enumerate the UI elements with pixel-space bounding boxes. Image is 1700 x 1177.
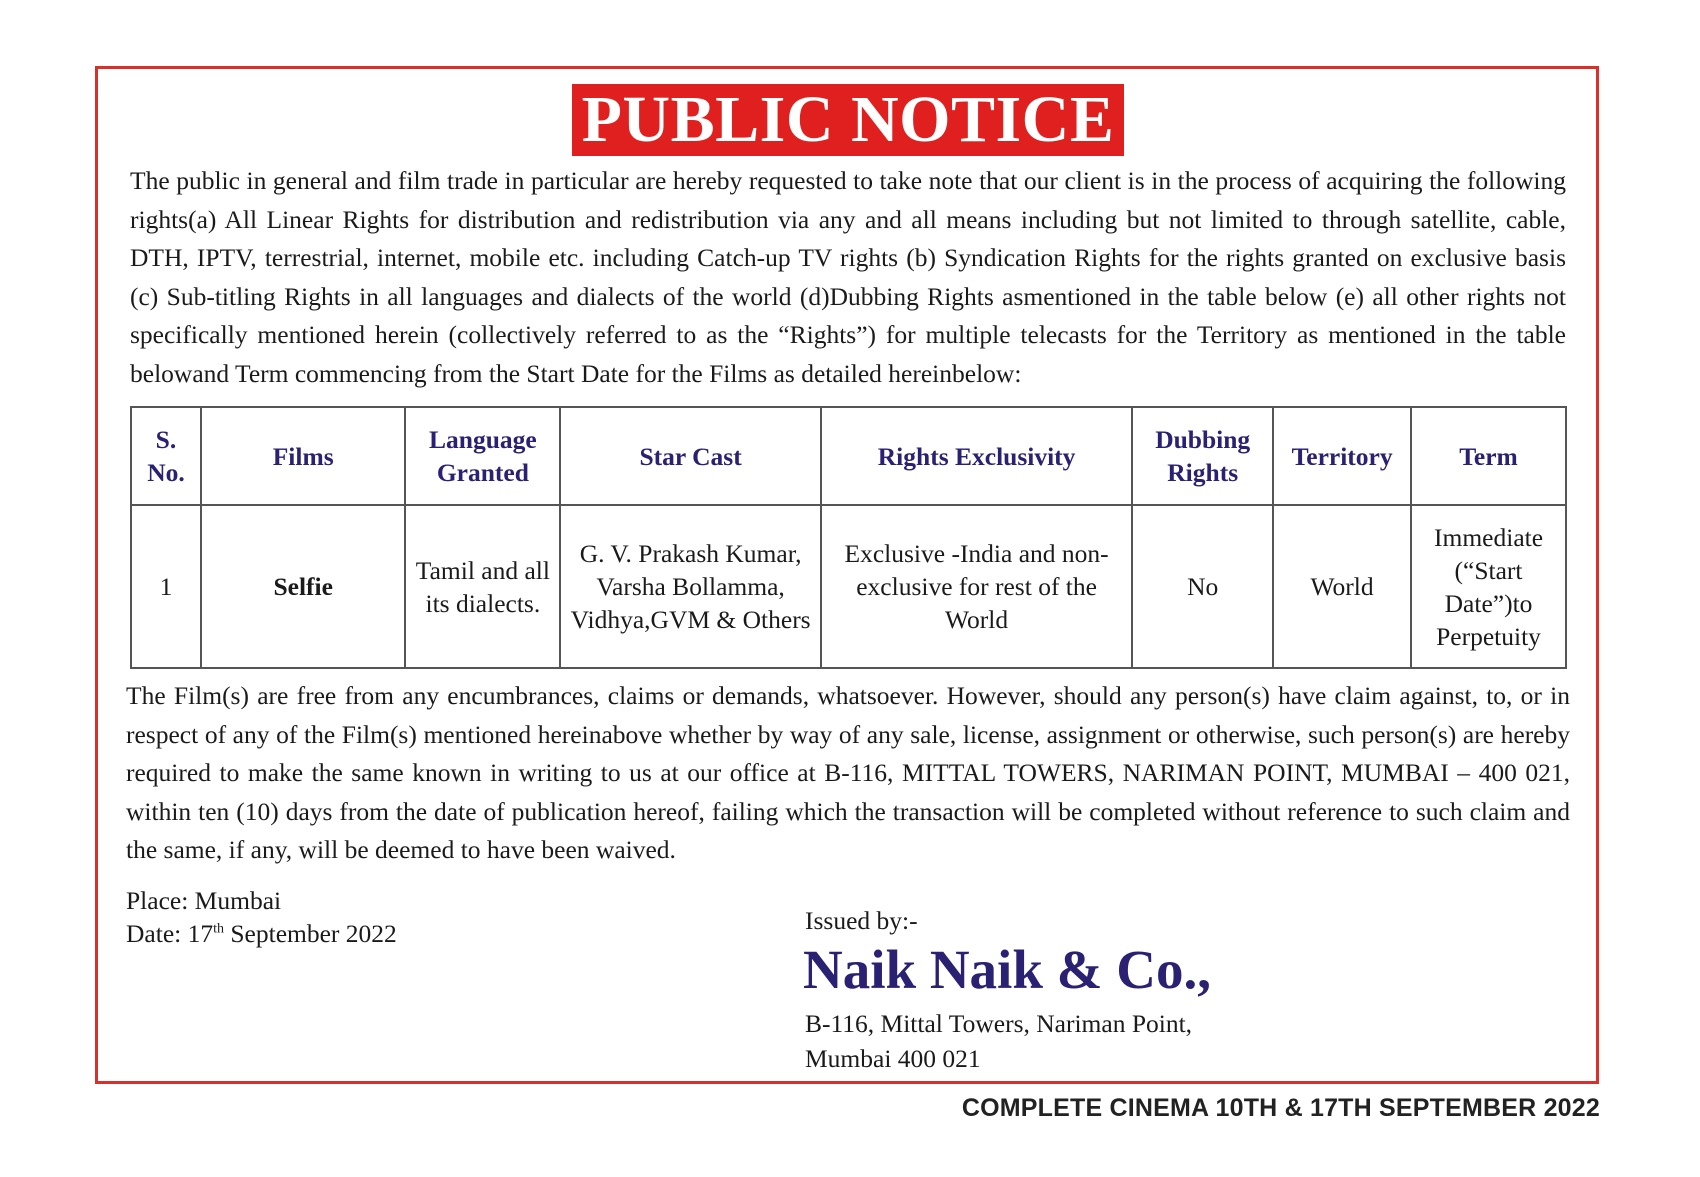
- place-date-block: [126, 884, 397, 950]
- issued-by-label: Issued by:-: [805, 906, 918, 935]
- date-suffix: September 2022: [224, 919, 397, 948]
- header-language: Language Granted: [405, 407, 560, 505]
- address-line-1: B-116, Mittal Towers, Nariman Point,: [805, 1009, 1193, 1038]
- date-line: [126, 917, 397, 950]
- date-prefix: Date: 17: [126, 919, 214, 948]
- cell-star-cast: G. V. Prakash Kumar, Varsha Bollamma, Vidhya,GVM & Others: [560, 505, 821, 668]
- header-dubbing-rights: Dubbing Rights: [1132, 407, 1273, 505]
- cell-film: Selfie: [201, 505, 406, 668]
- table-row: [131, 505, 1566, 668]
- header-term: Term: [1411, 407, 1566, 505]
- publication-footer: COMPLETE CINEMA 10TH & 17TH SEPTEMBER 2022: [961, 1094, 1600, 1122]
- cell-territory: World: [1273, 505, 1411, 668]
- header-films: Films: [201, 407, 406, 505]
- rights-table: [130, 406, 1567, 669]
- header-territory: Territory: [1273, 407, 1411, 505]
- header-rights-exclusivity: Rights Exclusivity: [821, 407, 1132, 505]
- date-ordinal: th: [213, 921, 224, 937]
- intro-paragraph: The public in general and film trade in particular are hereby requested to take note that our client is in the process of acquiring the following rights(a) All Linear Rights for distribution and redistribution via any and all means including but not limited to through satellite, cable, DTH, IPTV, terrestrial, internet, mobile etc. including Catch-up TV rights (b) Syndication Rights for the rights granted on exclusive basis (c) Sub-titling Rights in all languages and dialects of the world (d)Dubbing Rights asmentioned in the table below (e) all other rights not specifically mentioned herein (collectively referred to as the “Rights”) for multiple telecasts for the Territory as mentioned in the table belowand Term commencing from the Start Date for the Films as detailed hereinbelow:: [130, 166, 1566, 388]
- cell-dubbing-rights: No: [1132, 505, 1273, 668]
- cell-sno: 1: [131, 505, 201, 668]
- firm-name: Naik Naik & Co.,: [803, 939, 1211, 1000]
- cell-term: Immediate (“Start Date”)to Perpetuity: [1411, 505, 1566, 668]
- outro-paragraph: The Film(s) are free from any encumbrances, claims or demands, whatsoever. However, should any person(s) have claim against, to, or in respect of any of the Film(s) mentioned hereinabove whether by way of any sale, license, assignment or otherwise, such person(s) are hereby required to make the same known in writing to us at our office at B-116, MITTAL TOWERS, NARIMAN POINT, MUMBAI – 400 021, within ten (10) days from the date of publication hereof, failing which the transaction will be completed without reference to such claim and the same, if any, will be deemed to have been waived.: [126, 681, 1570, 864]
- header-star-cast: Star Cast: [560, 407, 821, 505]
- cell-rights-exclusivity: Exclusive -India and non-exclusive for rest of the World: [821, 505, 1132, 668]
- cell-language: Tamil and all its dialects.: [405, 505, 560, 668]
- table-header-row: [131, 407, 1566, 505]
- address-line-2: Mumbai 400 021: [805, 1044, 981, 1073]
- place-line: Place: Mumbai: [126, 886, 282, 915]
- notice-title: PUBLIC NOTICE: [572, 84, 1124, 156]
- firm-address: [805, 1006, 1192, 1076]
- header-sno: S. No.: [131, 407, 201, 505]
